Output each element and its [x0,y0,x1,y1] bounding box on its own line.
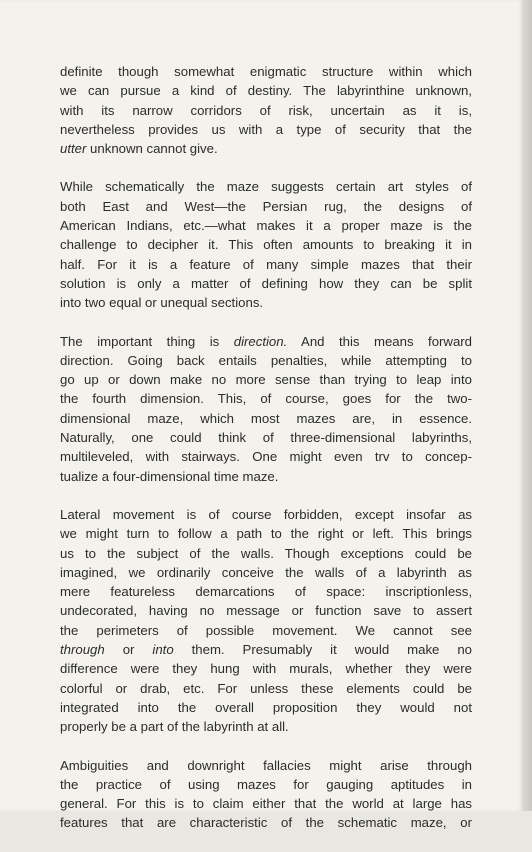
text-line [60,177,472,196]
text-run: dimensional maze, which most mazes are, in essence. [60,410,472,426]
text-line [60,582,472,601]
text-line [60,409,472,428]
text-line [60,505,472,524]
text-run: mere featureless demarcations of space: inscriptionless, [60,584,472,600]
text-line [60,235,472,254]
text-line [60,62,472,81]
text-run: properly be a part of the labyrinth at all. [60,719,289,735]
text-line [60,293,472,312]
page-edge [522,0,532,811]
italic-text: utter [60,141,87,157]
text-run: we can pursue a kind of destiny. The labyrinthine unknown, [60,83,472,99]
text-line [60,601,472,620]
text-run: them. Presumably it would make no [173,642,472,658]
text-run: definite though somewhat enigmatic structure within which [60,64,472,79]
text-run: or [104,642,153,658]
text-run: half. For it is a feature of many simple mazes that their [60,256,472,272]
text-run: Ambiguities and downright fallacies might arise through [60,757,472,773]
text-line [60,255,472,274]
text-run: challenge to decipher it. This often amounts to breaking it in [60,237,472,253]
text-run: While schematically the maze suggests certain art styles of [60,179,472,195]
text-line [60,544,472,563]
text-run: undecorated, having no message or function save to assert [60,603,472,619]
text-run: difference were they hung with murals, whether they were [60,661,472,677]
text-run: both East and West—the Persian rug, the designs of [60,198,472,214]
text-run: multileveled, with stairways. One might even trv to concep- [60,449,472,465]
text-run: unknown cannot give. [86,141,218,157]
text-line [60,274,472,293]
text-line [60,756,472,775]
text-line [60,139,472,158]
text-line [60,197,472,216]
text-run: us to the subject of the walls. Though exceptions could be [60,545,472,561]
paragraph [60,505,472,737]
text-line [60,659,472,678]
text-line [60,679,472,698]
text-run: the fourth dimension. This, of course, goes for the two- [60,391,472,407]
italic-text: direction. [233,333,288,349]
text-run: integrated into the overall proposition they would not [60,699,472,715]
text-line [60,717,472,736]
text-line [60,775,472,794]
text-run: with its narrow corridors of risk, uncertain as it is, [60,102,472,118]
italic-text: through [60,642,105,658]
text-line [60,428,472,447]
text-run: solution is only a matter of defining how they can be split [60,275,472,291]
text-run: tualize a four-dimensional time maze. [60,468,279,484]
text-line [60,389,472,408]
text-run: the practice of using mazes for gauging aptitudes in [60,776,472,792]
text-run: American Indians, etc.—what makes it a proper maze is the [60,218,472,234]
italic-text: into [152,642,174,658]
text-line [60,813,472,832]
text-run: the perimeters of possible movement. We cannot see [60,622,472,638]
text-line [60,332,472,351]
text-run: into two equal or unequal sections. [60,295,264,311]
text-line [60,698,472,717]
text-run: colorful or drab, etc. For unless these elements could be [60,680,472,696]
text-line [60,467,472,486]
paragraph [60,756,472,833]
text-run: we might turn to follow a path to the right or left. This brings [60,526,472,542]
paragraph [60,332,472,486]
text-line [60,563,472,582]
text-line [60,640,472,659]
text-run: features that are characteristic of the schematic maze, or [60,815,472,831]
text-line [60,370,472,389]
text-run: Naturally, one could think of three-dimensional labyrinths, [60,430,472,446]
text-line [60,794,472,813]
body-text [60,62,472,852]
text-run: imagined, we ordinarily conceive the walls of a labyrinth as [60,564,472,580]
text-run: And this means forward [287,333,472,349]
paragraph [60,177,472,312]
text-run: Lateral movement is of course forbidden, except insofar as [60,506,472,522]
text-line [60,351,472,370]
text-line [60,101,472,120]
text-line [60,621,472,640]
text-line [60,216,472,235]
text-run: go up or down make no more sense than trying to leap into [60,372,472,388]
text-line [60,447,472,466]
text-line [60,81,472,100]
text-run: nevertheless provides us with a type of security that the [60,121,472,137]
paragraph [60,62,472,158]
text-line [60,524,472,543]
text-line [60,120,472,139]
text-run: direction. Going back entails penalties, while attempting to [60,352,472,368]
text-run: The important thing is [60,333,234,349]
text-run: general. For this is to claim either that the world at large has [60,796,472,812]
